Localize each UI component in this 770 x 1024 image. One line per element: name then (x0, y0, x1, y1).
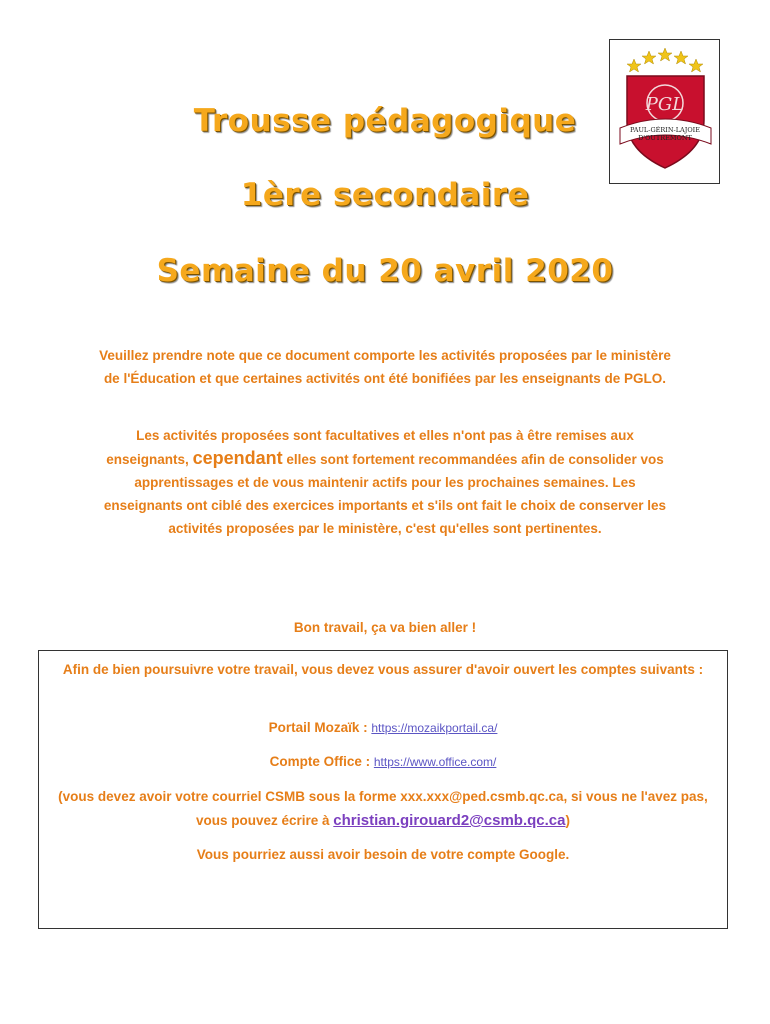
google-account-note: Vous pourriez aussi avoir besoin de votre compte Google. (196, 847, 570, 862)
star-icon (627, 59, 641, 72)
svg-text:PGL: PGL (645, 94, 685, 115)
email-note (39, 785, 727, 833)
star-icon (658, 48, 672, 61)
intro-p2-before: Les activités proposées sont facultatives et elles n'ont pas à être remises aux enseignants, (106, 428, 634, 467)
office-line (39, 751, 727, 773)
intro-paragraph-2 (95, 424, 675, 540)
portal-label: Portail Mozaïk : (268, 720, 372, 735)
accounts-intro: Afin de bien poursuivre votre travail, vous devez vous assurer d'avoir ouvert les comptes suivants : (62, 662, 704, 677)
email-note-before: (vous devez avoir votre courriel CSMB sous la forme xxx.xxx@ped.csmb.qc.ca, si vous ne l'avez pas, vous pouvez écrire à (58, 789, 708, 828)
week-title: Semaine du 20 avril 2020 (156, 253, 614, 289)
accounts-info-box (38, 650, 728, 929)
intro-p2-after: elles sont fortement recommandées afin de consolider vos apprentissages et de vous maintenir actifs pour les prochaines semaines. Les enseignants ont ciblé des exercices importants et s'ils ont fait le choix de conserver les activités proposées par le ministère, c'est qu'elles sont pertinentes. (103, 452, 667, 536)
closing-message: Bon travail, ça va bien aller ! (293, 620, 477, 635)
portal-link[interactable]: https://mozaikportail.ca/ (371, 721, 498, 735)
star-icon (642, 51, 656, 64)
intro-p2-emphasis: cependant (192, 448, 283, 468)
portal-line (39, 717, 727, 739)
svg-text:D'OUTREMONT: D'OUTREMONT (638, 134, 692, 142)
document-title: Trousse pédagogique (193, 103, 577, 139)
contact-email-link[interactable]: christian.girouard2@csmb.qc.ca (333, 812, 566, 829)
office-link[interactable]: https://www.office.com/ (373, 755, 497, 769)
office-label: Compte Office : (269, 754, 374, 769)
email-note-after: ) (565, 813, 570, 828)
intro-paragraph-1: Veuillez prendre note que ce document comporte les activités proposées par le ministère de l'Éducation et que certaines activités ont été bonifiées par les enseignants de PGLO. (99, 348, 671, 386)
star-icon (689, 59, 703, 72)
svg-text:PAUL-GÉRIN-LAJOIE: PAUL-GÉRIN-LAJOIE (629, 126, 701, 134)
star-icon (674, 51, 688, 64)
grade-title: 1ère secondaire (240, 177, 530, 213)
